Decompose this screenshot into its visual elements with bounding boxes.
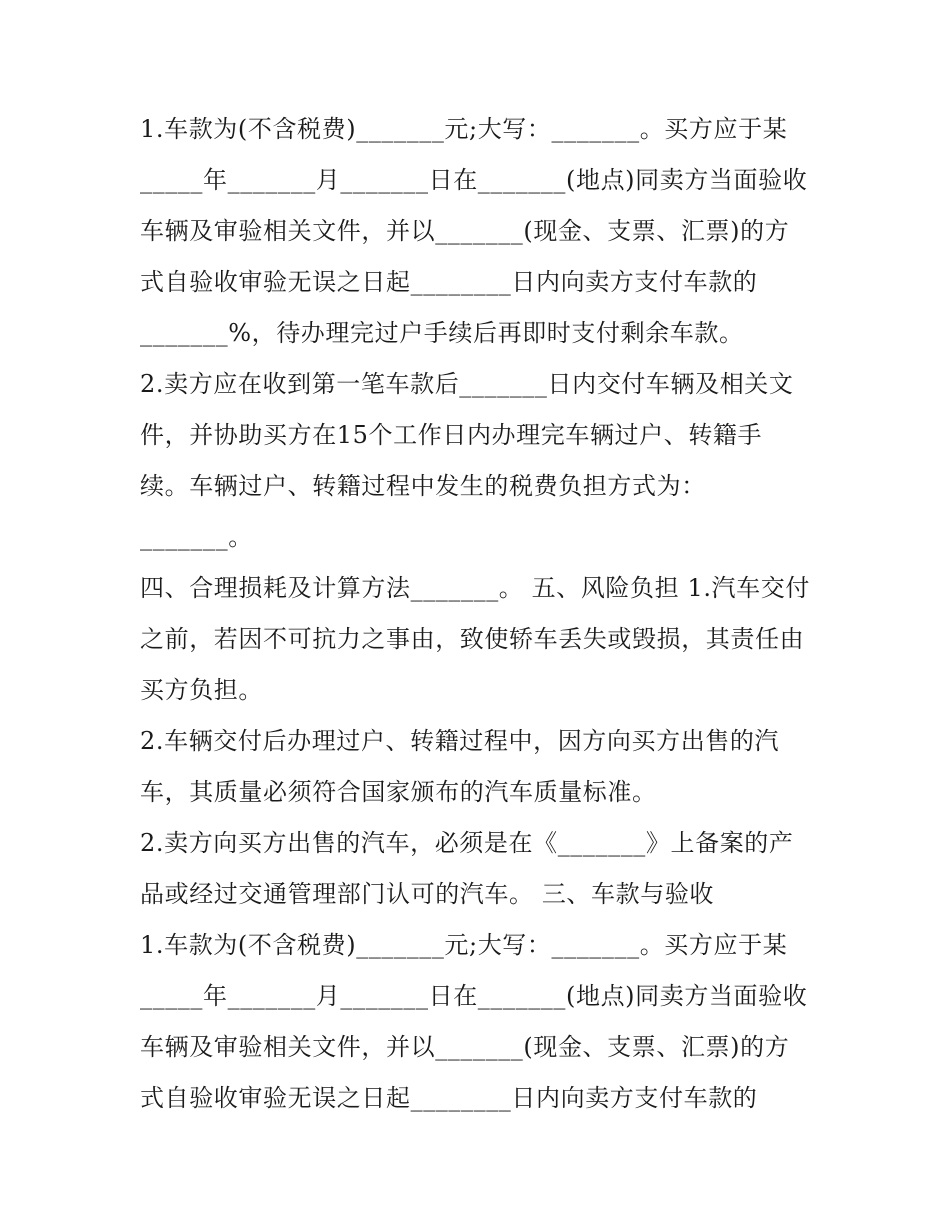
text-line: 1.车款为(不含税费)_______元;大写：_______。买方应于某: [140, 115, 788, 143]
text-line: 式自验收审验无误之日起________日内向卖方支付车款的: [140, 1084, 758, 1112]
text-line: 车辆及审验相关文件，并以_______(现金、支票、汇票)的方: [140, 1033, 790, 1061]
text-line: 车，其质量必须符合国家颁布的汽车质量标准。: [140, 778, 657, 806]
text-line: _______。: [140, 523, 253, 551]
text-line: _____年_______月_______日在_______(地点)同卖方当面验收: [140, 166, 808, 194]
text-line: 1.车款为(不含税费)_______元;大写：_______。买方应于某: [140, 931, 788, 959]
text-line: _______%，待办理完过户手续后再即时支付剩余车款。: [140, 319, 744, 347]
text-line: 四、合理损耗及计算方法_______。 五、风险负担 1.汽车交付: [140, 574, 810, 602]
text-line: 品或经过交通管理部门认可的汽车。 三、车款与验收: [140, 880, 715, 908]
text-line: 续。车辆过户、转籍过程中发生的税费负担方式为：: [140, 472, 706, 500]
text-line: 买方负担。: [140, 676, 263, 704]
text-line: 件，并协助买方在15个工作日内办理完车辆过户、转籍手: [140, 421, 763, 449]
document-body: [140, 104, 840, 1124]
text-line: 2.车辆交付后办理过户、转籍过程中，因方向买方出售的汽: [140, 727, 780, 755]
text-line: 式自验收审验无误之日起________日内向卖方支付车款的: [140, 268, 758, 296]
text-line: 之前，若因不可抗力之事由，致使轿车丢失或毁损，其责任由: [140, 625, 805, 653]
text-line: 2.卖方应在收到第一笔车款后_______日内交付车辆及相关文: [140, 370, 794, 398]
text-line: _____年_______月_______日在_______(地点)同卖方当面验收: [140, 982, 808, 1010]
text-line: 车辆及审验相关文件，并以_______(现金、支票、汇票)的方: [140, 217, 790, 245]
text-line: 2.卖方向买方出售的汽车，必须是在《_______》上备案的产: [140, 829, 794, 857]
